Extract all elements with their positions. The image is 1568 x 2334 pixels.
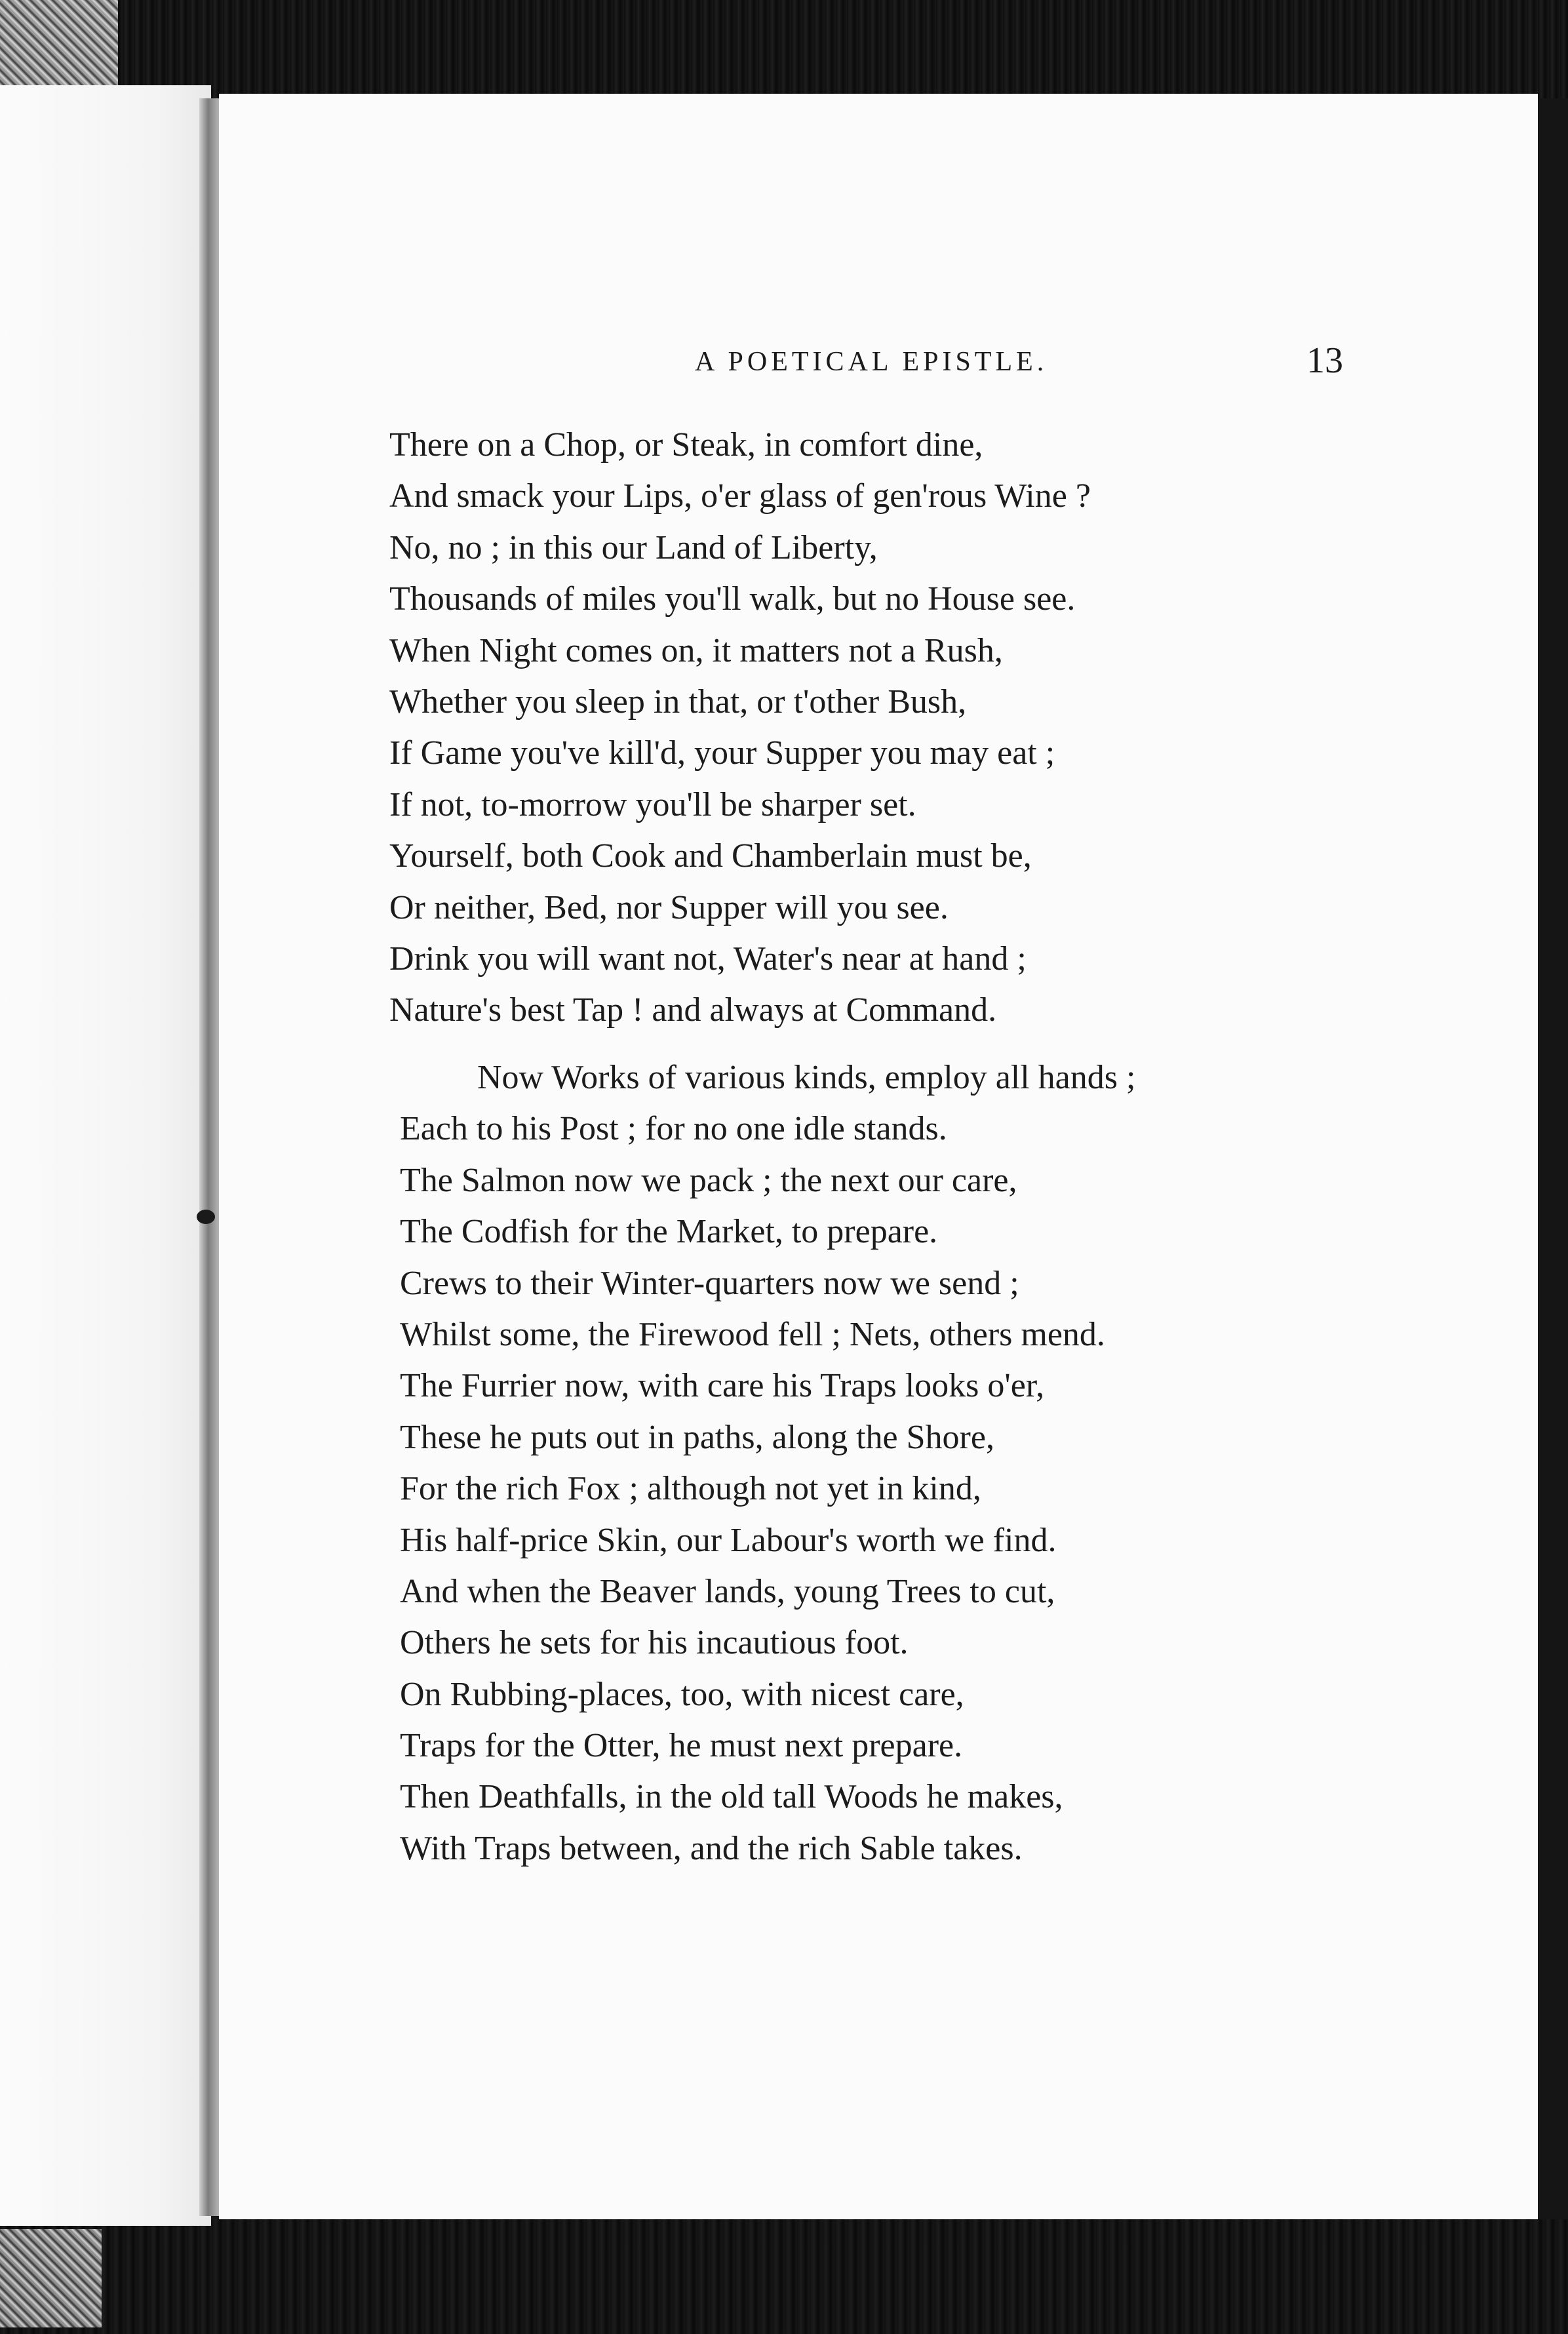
verse-line: Whether you sleep in that, or t'other Bush, [389, 682, 967, 721]
stanza-1 [389, 420, 1320, 1037]
verse-line: For the rich Fox ; although not yet in kind, [400, 1470, 981, 1508]
running-title: A POETICAL EPISTLE. [695, 347, 1048, 377]
page-number: 13 [1306, 340, 1343, 381]
verse-line: Yourself, both Cook and Chamberlain must be, [389, 837, 1032, 875]
verse-line: If not, to-morrow you'll be sharper set. [389, 785, 916, 823]
verse-line: The Salmon now we pack ; the next our care, [400, 1161, 1017, 1199]
verse-line: His half-price Skin, our Labour's worth we find. [400, 1521, 1057, 1559]
facing-page-edge [0, 85, 211, 2226]
verse-line: And smack your Lips, o'er glass of gen'rous Wine ? [389, 477, 1091, 515]
verse-line: If Game you've kill'd, your Supper you may eat ; [389, 734, 1055, 772]
verse-line: Then Deathfalls, in the old tall Woods he makes, [400, 1778, 1063, 1816]
scan-corner-top-left [0, 0, 118, 89]
scan-corner-bottom-left [0, 2229, 102, 2327]
verse-line: No, no ; in this our Land of Liberty, [389, 528, 878, 566]
verse-line: These he puts out in paths, along the Shore, [400, 1418, 994, 1456]
verse-line: Drink you will want not, Water's near at hand ; [389, 940, 1027, 978]
verse-line: When Night comes on, it matters not a Rush, [389, 631, 1003, 669]
scan-top-edge [0, 0, 1568, 98]
verse-line: And when the Beaver lands, young Trees to cut, [400, 1572, 1055, 1610]
verse-line: Or neither, Bed, nor Supper will you see. [389, 888, 949, 926]
verse-line: With Traps between, and the rich Sable takes. [400, 1829, 1023, 1867]
verse-line: Traps for the Otter, he must next prepare. [400, 1727, 963, 1765]
verse-line: On Rubbing-places, too, with nicest care, [400, 1675, 964, 1713]
verse-line: Crews to their Winter-quarters now we send ; [400, 1264, 1019, 1302]
scan-bottom-edge [0, 2219, 1568, 2334]
page-gutter [199, 98, 219, 2216]
ink-fleck [197, 1210, 215, 1224]
verse-line: The Furrier now, with care his Traps looks o'er, [400, 1367, 1045, 1405]
verse-line: Nature's best Tap ! and always at Command. [389, 991, 997, 1029]
verse-line: Each to his Post ; for no one idle stands. [400, 1110, 947, 1148]
verse-line: There on a Chop, or Steak, in comfort dine, [389, 426, 983, 464]
verse-line: Now Works of various kinds, employ all hands ; [477, 1059, 1136, 1096]
verse-line: Whilst some, the Firewood fell ; Nets, others mend. [400, 1315, 1105, 1353]
verse-line: The Codfish for the Market, to prepare. [400, 1213, 938, 1251]
stanza-2 [400, 1052, 1331, 1874]
verse-line: Others he sets for his incautious foot. [400, 1624, 909, 1662]
verse-line: Thousands of miles you'll walk, but no House see. [389, 580, 1076, 618]
